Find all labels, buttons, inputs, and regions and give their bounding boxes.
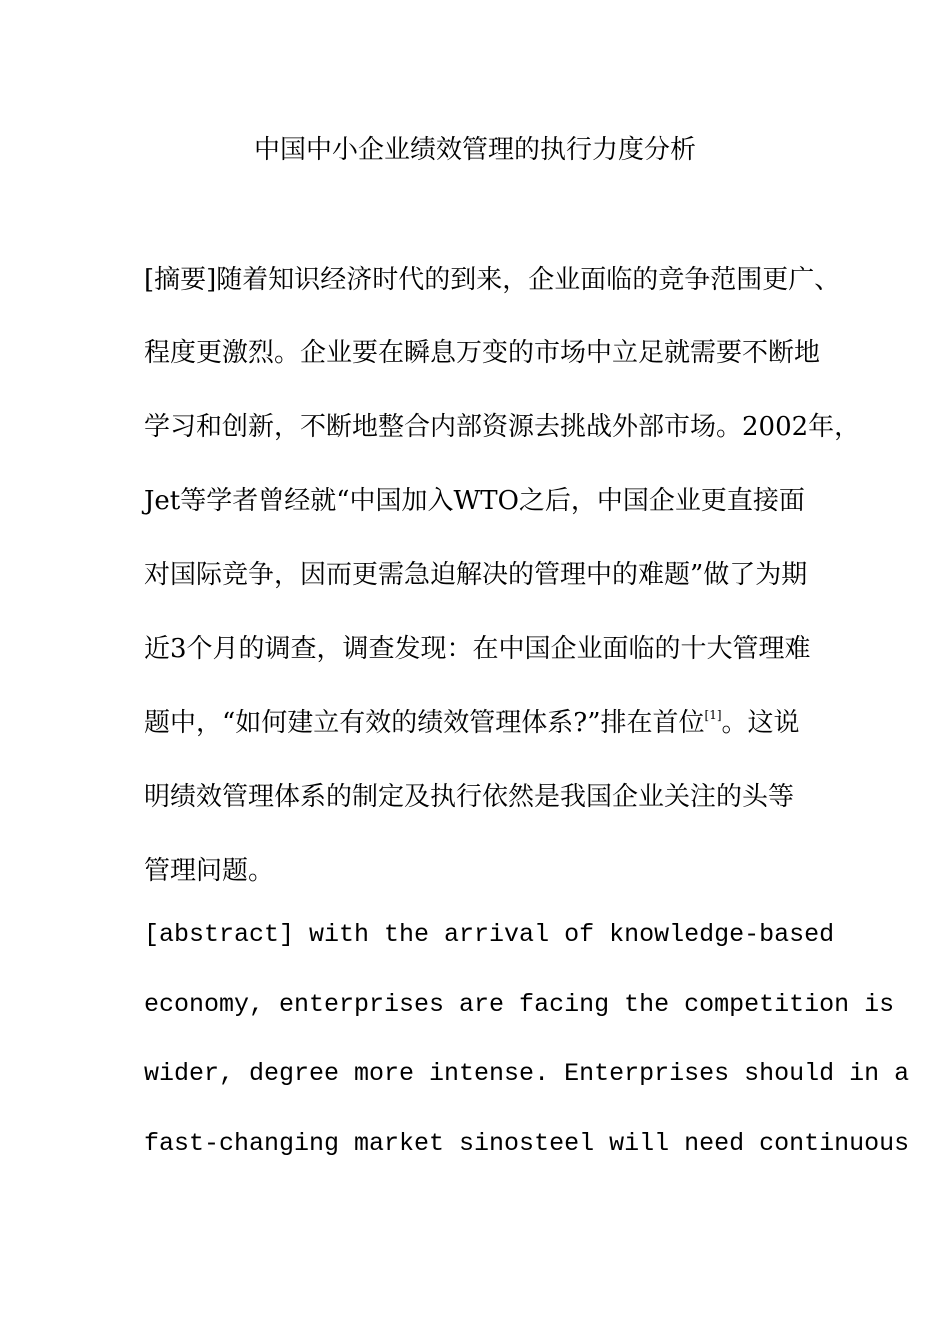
abstract-cn-line: 程度更激烈。企业要在瞬息万变的市场中立足就需要不断地 xyxy=(144,338,821,368)
abstract-cn-line: 学习和创新，不断地整合内部资源去挑战外部市场。2002年， xyxy=(144,412,861,442)
abstract-cn-line: 管理问题。 xyxy=(144,856,275,886)
document-title: 中国中小企业绩效管理的执行力度分析 xyxy=(253,135,696,165)
abstract-cn-line xyxy=(144,705,834,741)
abstract-cn-line: 明绩效管理体系的制定及执行依然是我国企业关注的头等 xyxy=(144,782,795,812)
abstract-cn-text: 题中，“如何建立有效的绩效管理体系?”排在首位 xyxy=(144,708,705,738)
abstract-cn-line: 近3个月的调查，调查发现：在中国企业面临的十大管理难 xyxy=(144,634,811,664)
abstract-en-line: economy, enterprises are facing the competition is xyxy=(144,990,895,1019)
abstract-cn-line: Jet等学者曾经就“中国加入WTO之后，中国企业更直接面 xyxy=(144,486,805,516)
abstract-en-line: wider, degree more intense. Enterprises should in a xyxy=(144,1059,910,1088)
abstract-en-line: fast-changing market sinosteel will need continuous xyxy=(144,1129,910,1158)
citation-reference: [1] xyxy=(704,708,722,722)
abstract-cn-text: 。这说 xyxy=(721,708,800,738)
abstract-en-line: [abstract] with the arrival of knowledge-based xyxy=(144,920,835,949)
abstract-cn-line: [摘要]随着知识经济时代的到来，企业面临的竞争范围更广、 xyxy=(144,265,841,295)
abstract-cn-line: 对国际竞争，因而更需急迫解决的管理中的难题”做了为期 xyxy=(144,560,808,590)
